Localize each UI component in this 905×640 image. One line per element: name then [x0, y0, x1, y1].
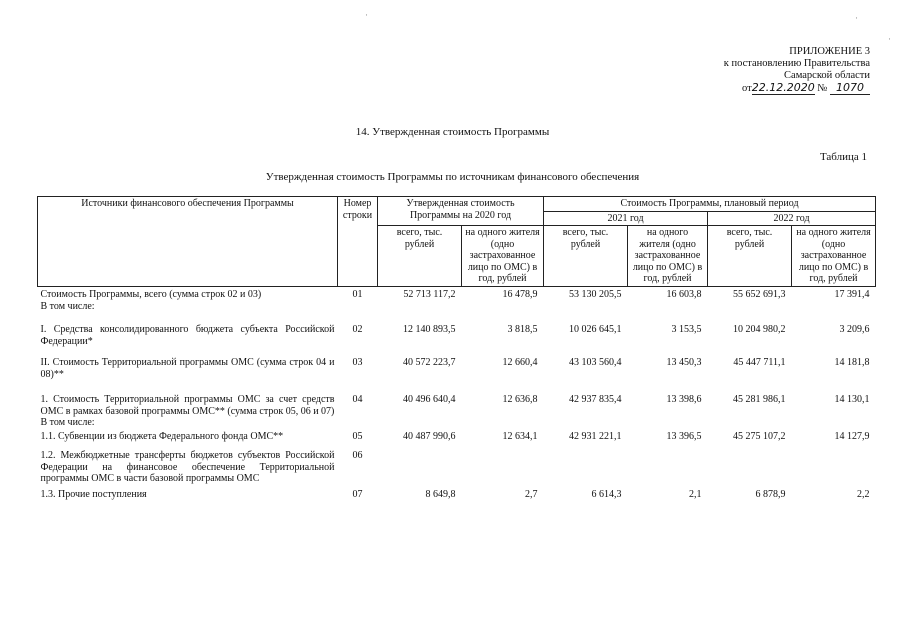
row-value-v4: 3 153,5 [671, 324, 702, 335]
row-code: 07 [352, 488, 363, 500]
header-total-2022: всего, тыс. рублей [708, 226, 792, 287]
table-row [38, 485, 876, 501]
table-row [38, 287, 876, 313]
row-value-v3 [544, 442, 628, 485]
row-value-v5: 45 275 107,2 [733, 430, 786, 442]
row-value-v6: 2,2 [857, 488, 870, 500]
annex-date-line [690, 82, 870, 95]
row-value-v4: 2,1 [689, 488, 702, 500]
row-value-v1: 12 140 893,5 [403, 324, 456, 335]
header-total-2021: всего, тыс. рублей [544, 226, 628, 287]
row-value-v4: 13 398,6 [666, 394, 702, 405]
scan-mark: · [888, 34, 891, 44]
row-value-v4: 13 450,3 [666, 357, 702, 368]
row-value-v3: 6 614,3 [591, 488, 622, 500]
table-row [38, 347, 876, 380]
row-name-cell [38, 485, 338, 501]
scan-mark: · [365, 10, 368, 20]
row-name: 1.3. Прочие поступления [40, 488, 147, 500]
row-name: 1. Стоимость Территориальной программы ОМС за счет средств ОМС в рамках базовой программы ОМС** (сумма строк 05, 06 и 07) [40, 394, 335, 417]
row-value-v6 [792, 442, 876, 485]
annex-date-prefix: от [742, 83, 752, 94]
row-value-v5: 45 281 986,1 [733, 394, 786, 405]
row-name: Стоимость Программы, всего (сумма строк 02 и 03) [40, 289, 262, 300]
row-value-v2: 12 660,4 [502, 357, 538, 368]
row-name: II. Стоимость Территориальной программы ОМС (сумма строк 04 и 08)** [40, 357, 335, 380]
row-name-cell [38, 380, 338, 429]
header-approved: Утвержденная стоимость Программы на 2020 год [378, 197, 544, 226]
table-row [38, 380, 876, 429]
row-value-v1: 40 572 223,7 [403, 357, 456, 368]
annex-date-value: 22.12.2020 [751, 81, 815, 94]
row-value-v2 [462, 442, 544, 485]
row-code: 05 [352, 430, 363, 442]
row-value-v2: 12 636,8 [502, 394, 538, 405]
row-name: 1.1. Субвенции из бюджета Федерального фонда ОМС** [40, 430, 284, 442]
scan-mark: · [855, 13, 858, 23]
table-row [38, 442, 876, 485]
header-total-2020: всего, тыс. рублей [378, 226, 462, 287]
row-name: 1.2. Межбюджетные трансферты бюджетов субъектов Российской Федерации на финансовое обеспечение Территориальной программы ОМС в части базовой программы ОМС [40, 450, 335, 484]
row-value-v2: 12 634,1 [502, 430, 538, 442]
row-note: В том числе: [40, 417, 95, 428]
row-value-v6: 14 130,1 [834, 394, 870, 405]
annex-number-prefix: № [817, 83, 828, 94]
row-value-v1 [378, 442, 462, 485]
row-value-v2: 3 818,5 [507, 324, 538, 335]
annex-number-value: 1070 [830, 82, 870, 95]
row-value-v3: 42 937 835,4 [569, 394, 622, 405]
row-name-cell [38, 287, 338, 313]
header-code: Номер строки [338, 197, 378, 287]
row-code: 06 [352, 450, 363, 461]
row-value-v4: 16 603,8 [666, 289, 702, 300]
row-value-v5: 10 204 980,2 [733, 324, 786, 335]
row-code: 01 [352, 289, 363, 300]
row-value-v6: 17 391,4 [834, 289, 870, 300]
header-year-2022: 2022 год [708, 211, 876, 226]
row-value-v4: 13 396,5 [666, 430, 702, 442]
row-value-v6: 14 127,9 [834, 430, 870, 442]
annex-region: Самарской области [784, 70, 870, 81]
row-value-v6: 3 209,6 [839, 324, 870, 335]
row-name-cell [38, 429, 338, 443]
cost-table [37, 196, 876, 500]
row-value-v5: 55 652 691,3 [733, 289, 786, 300]
row-value-v6: 14 181,8 [834, 357, 870, 368]
row-note: В том числе: [40, 300, 95, 312]
row-name-cell [38, 312, 338, 347]
annex-subtitle: к постановлению Правительства [723, 58, 870, 69]
row-value-v1: 40 496 640,4 [403, 394, 456, 405]
row-value-v2: 2,7 [525, 488, 538, 500]
table-caption: Утвержденная стоимость Программы по источникам финансового обеспечения [265, 171, 640, 183]
row-value-v3: 42 931 221,1 [569, 430, 622, 442]
row-code: 02 [352, 324, 363, 335]
row-value-v5: 45 447 711,1 [733, 357, 786, 368]
row-value-v3: 10 026 645,1 [569, 324, 622, 335]
section-title: 14. Утвержденная стоимость Программы [355, 126, 550, 138]
header-year-2021: 2021 год [544, 211, 708, 226]
row-code: 03 [352, 357, 363, 368]
row-code: 04 [352, 394, 363, 405]
header-per-capita-2020: на одного жителя (одно застрахованное лицо по ОМС) в год, рублей [462, 226, 544, 287]
annex-title: ПРИЛОЖЕНИЕ 3 [789, 46, 870, 57]
header-source: Источники финансового обеспечения Программы [38, 197, 338, 287]
annex-block [690, 46, 870, 95]
row-value-v2: 16 478,9 [502, 289, 538, 300]
row-value-v1: 40 487 990,6 [403, 430, 456, 442]
table-row [38, 312, 876, 347]
row-name-cell [38, 347, 338, 380]
header-planned: Стоимость Программы, плановый период [544, 197, 876, 212]
table-row [38, 429, 876, 443]
row-value-v1: 52 713 117,2 [403, 289, 456, 300]
row-name: I. Средства консолидированного бюджета субъекта Российской Федерации* [40, 324, 335, 347]
row-value-v5 [708, 442, 792, 485]
header-per-capita-2021: на одного жителя (одно застрахованное лицо по ОМС) в год, рублей [628, 226, 708, 287]
row-value-v5: 6 878,9 [755, 488, 786, 500]
row-value-v3: 43 103 560,4 [569, 357, 622, 368]
header-per-capita-2022: на одного жителя (одно застрахованное лицо по ОМС) в год, рублей [792, 226, 876, 287]
row-name-cell [38, 442, 338, 485]
table-label: Таблица 1 [819, 151, 867, 163]
row-value-v1: 8 649,8 [425, 488, 456, 500]
row-value-v4 [628, 442, 708, 485]
row-value-v3: 53 130 205,5 [569, 289, 622, 300]
